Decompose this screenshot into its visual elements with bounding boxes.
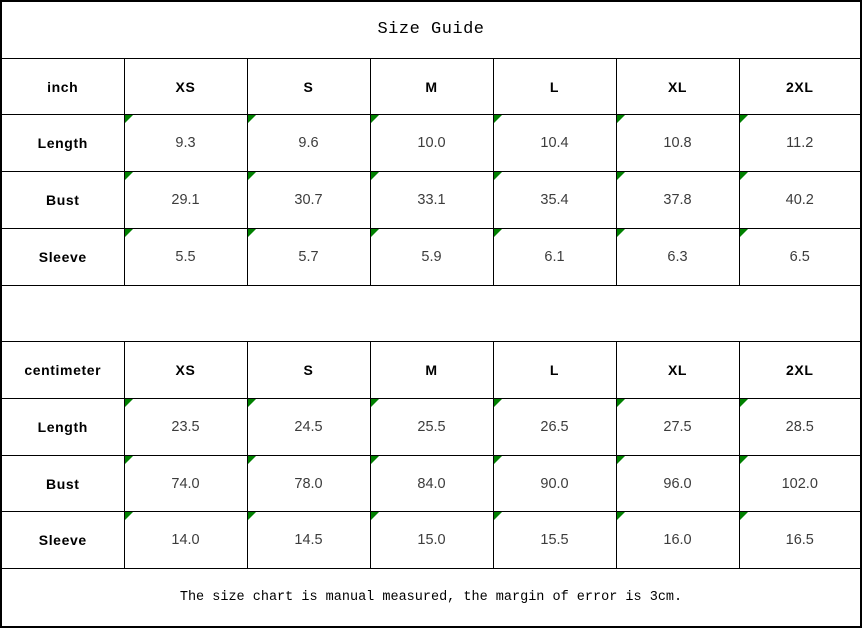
cell-cm-sleeve-l	[493, 512, 616, 569]
row-label-length: Length	[1, 399, 124, 456]
cell-value: 84.0	[417, 475, 446, 492]
row-label-sleeve: Sleeve	[1, 228, 124, 285]
cell-value: 37.8	[663, 192, 692, 209]
footer-note: The size chart is manual measured, the margin of error is 3cm.	[1, 569, 861, 627]
cell-value: 5.7	[298, 248, 319, 265]
cell-value: 10.0	[417, 135, 446, 152]
corner-marker-icon	[740, 172, 748, 180]
cell-value: 15.5	[540, 532, 569, 549]
corner-marker-icon	[617, 456, 625, 464]
corner-marker-icon	[740, 229, 748, 237]
row-label-bust: Bust	[1, 172, 124, 229]
corner-marker-icon	[371, 115, 379, 123]
cell-cm-length-l	[493, 399, 616, 456]
corner-marker-icon	[617, 512, 625, 520]
cell-value: 10.8	[663, 135, 692, 152]
corner-marker-icon	[248, 172, 256, 180]
cell-cm-length-xl	[616, 399, 739, 456]
row-label-length: Length	[1, 115, 124, 172]
cell-value: 6.5	[789, 248, 810, 265]
size-header-2xl: 2XL	[739, 58, 861, 115]
cell-inch-sleeve-xs	[124, 228, 247, 285]
cell-inch-length-2xl	[739, 115, 861, 172]
cell-inch-bust-2xl	[739, 172, 861, 229]
corner-marker-icon	[494, 512, 502, 520]
corner-marker-icon	[494, 399, 502, 407]
cell-cm-length-m	[370, 399, 493, 456]
cell-value: 14.5	[294, 532, 323, 549]
corner-marker-icon	[371, 456, 379, 464]
spacer-row	[1, 285, 861, 342]
cell-cm-sleeve-xl	[616, 512, 739, 569]
cell-value: 9.3	[175, 135, 196, 152]
size-header-s: S	[247, 58, 370, 115]
cell-value: 27.5	[663, 418, 692, 435]
cell-value: 33.1	[417, 192, 446, 209]
size-header-xs: XS	[124, 342, 247, 399]
cell-value: 5.5	[175, 248, 196, 265]
corner-marker-icon	[740, 512, 748, 520]
cell-inch-sleeve-l	[493, 228, 616, 285]
corner-marker-icon	[125, 229, 133, 237]
cell-cm-length-s	[247, 399, 370, 456]
cell-cm-bust-s	[247, 455, 370, 512]
unit-header-inch: inch	[1, 58, 124, 115]
size-header-xl: XL	[616, 342, 739, 399]
corner-marker-icon	[248, 229, 256, 237]
corner-marker-icon	[248, 399, 256, 407]
cell-value: 5.9	[421, 248, 442, 265]
cell-cm-bust-m	[370, 455, 493, 512]
cell-inch-length-s	[247, 115, 370, 172]
cell-value: 40.2	[785, 192, 814, 209]
inch-bust-row	[1, 172, 861, 229]
corner-marker-icon	[740, 456, 748, 464]
cell-value: 9.6	[298, 135, 319, 152]
inch-length-row	[1, 115, 861, 172]
cell-inch-length-xs	[124, 115, 247, 172]
corner-marker-icon	[371, 172, 379, 180]
unit-header-centimeter: centimeter	[1, 342, 124, 399]
title-row	[1, 1, 861, 58]
cell-inch-bust-xl	[616, 172, 739, 229]
cell-value: 14.0	[171, 532, 200, 549]
cell-value: 78.0	[294, 475, 323, 492]
size-header-xl: XL	[616, 58, 739, 115]
size-header-l: L	[493, 342, 616, 399]
cell-inch-sleeve-m	[370, 228, 493, 285]
cell-cm-sleeve-2xl	[739, 512, 861, 569]
cell-value: 30.7	[294, 192, 323, 209]
row-label-bust: Bust	[1, 455, 124, 512]
corner-marker-icon	[125, 456, 133, 464]
size-header-m: M	[370, 58, 493, 115]
cell-cm-bust-xs	[124, 455, 247, 512]
footer-row	[1, 569, 861, 627]
corner-marker-icon	[617, 115, 625, 123]
cell-value: 26.5	[540, 418, 569, 435]
corner-marker-icon	[494, 115, 502, 123]
corner-marker-icon	[617, 399, 625, 407]
cell-value: 6.3	[667, 248, 688, 265]
inch-sleeve-row	[1, 228, 861, 285]
cell-cm-length-2xl	[739, 399, 861, 456]
cm-bust-row	[1, 455, 861, 512]
cell-value: 28.5	[785, 418, 814, 435]
cell-inch-length-xl	[616, 115, 739, 172]
cell-inch-bust-l	[493, 172, 616, 229]
cell-cm-length-xs	[124, 399, 247, 456]
corner-marker-icon	[371, 399, 379, 407]
cell-value: 24.5	[294, 418, 323, 435]
size-header-xs: XS	[124, 58, 247, 115]
cell-inch-bust-m	[370, 172, 493, 229]
corner-marker-icon	[248, 456, 256, 464]
cell-value: 96.0	[663, 475, 692, 492]
corner-marker-icon	[125, 172, 133, 180]
cell-cm-bust-l	[493, 455, 616, 512]
cell-value: 23.5	[171, 418, 200, 435]
cell-value: 90.0	[540, 475, 569, 492]
corner-marker-icon	[248, 512, 256, 520]
corner-marker-icon	[740, 115, 748, 123]
cell-cm-sleeve-m	[370, 512, 493, 569]
cell-cm-sleeve-s	[247, 512, 370, 569]
size-header-s: S	[247, 342, 370, 399]
size-header-m: M	[370, 342, 493, 399]
cell-value: 11.2	[786, 135, 814, 152]
corner-marker-icon	[494, 229, 502, 237]
cell-value: 16.0	[663, 532, 692, 549]
inch-header-row	[1, 58, 861, 115]
corner-marker-icon	[371, 512, 379, 520]
cell-inch-bust-s	[247, 172, 370, 229]
cell-inch-length-m	[370, 115, 493, 172]
cell-value: 10.4	[540, 135, 569, 152]
cm-length-row	[1, 399, 861, 456]
spacer-cell	[1, 285, 861, 342]
corner-marker-icon	[125, 115, 133, 123]
corner-marker-icon	[371, 229, 379, 237]
corner-marker-icon	[740, 399, 748, 407]
cell-inch-length-l	[493, 115, 616, 172]
page-title: Size Guide	[1, 1, 861, 58]
cell-cm-bust-2xl	[739, 455, 861, 512]
corner-marker-icon	[617, 229, 625, 237]
cell-inch-sleeve-xl	[616, 228, 739, 285]
cell-cm-sleeve-xs	[124, 512, 247, 569]
corner-marker-icon	[494, 456, 502, 464]
cell-inch-sleeve-2xl	[739, 228, 861, 285]
cell-inch-bust-xs	[124, 172, 247, 229]
corner-marker-icon	[617, 172, 625, 180]
cell-value: 102.0	[781, 475, 818, 492]
row-label-sleeve: Sleeve	[1, 512, 124, 569]
corner-marker-icon	[248, 115, 256, 123]
corner-marker-icon	[125, 399, 133, 407]
size-header-2xl: 2XL	[739, 342, 861, 399]
corner-marker-icon	[494, 172, 502, 180]
cell-cm-bust-xl	[616, 455, 739, 512]
cell-value: 25.5	[417, 418, 446, 435]
cm-sleeve-row	[1, 512, 861, 569]
cell-value: 15.0	[417, 532, 446, 549]
cell-value: 29.1	[171, 192, 200, 209]
cell-value: 16.5	[785, 532, 814, 549]
corner-marker-icon	[125, 512, 133, 520]
cm-header-row	[1, 342, 861, 399]
cell-value: 74.0	[171, 475, 200, 492]
cell-value: 6.1	[544, 248, 565, 265]
size-header-l: L	[493, 58, 616, 115]
cell-inch-sleeve-s	[247, 228, 370, 285]
cell-value: 35.4	[540, 192, 569, 209]
